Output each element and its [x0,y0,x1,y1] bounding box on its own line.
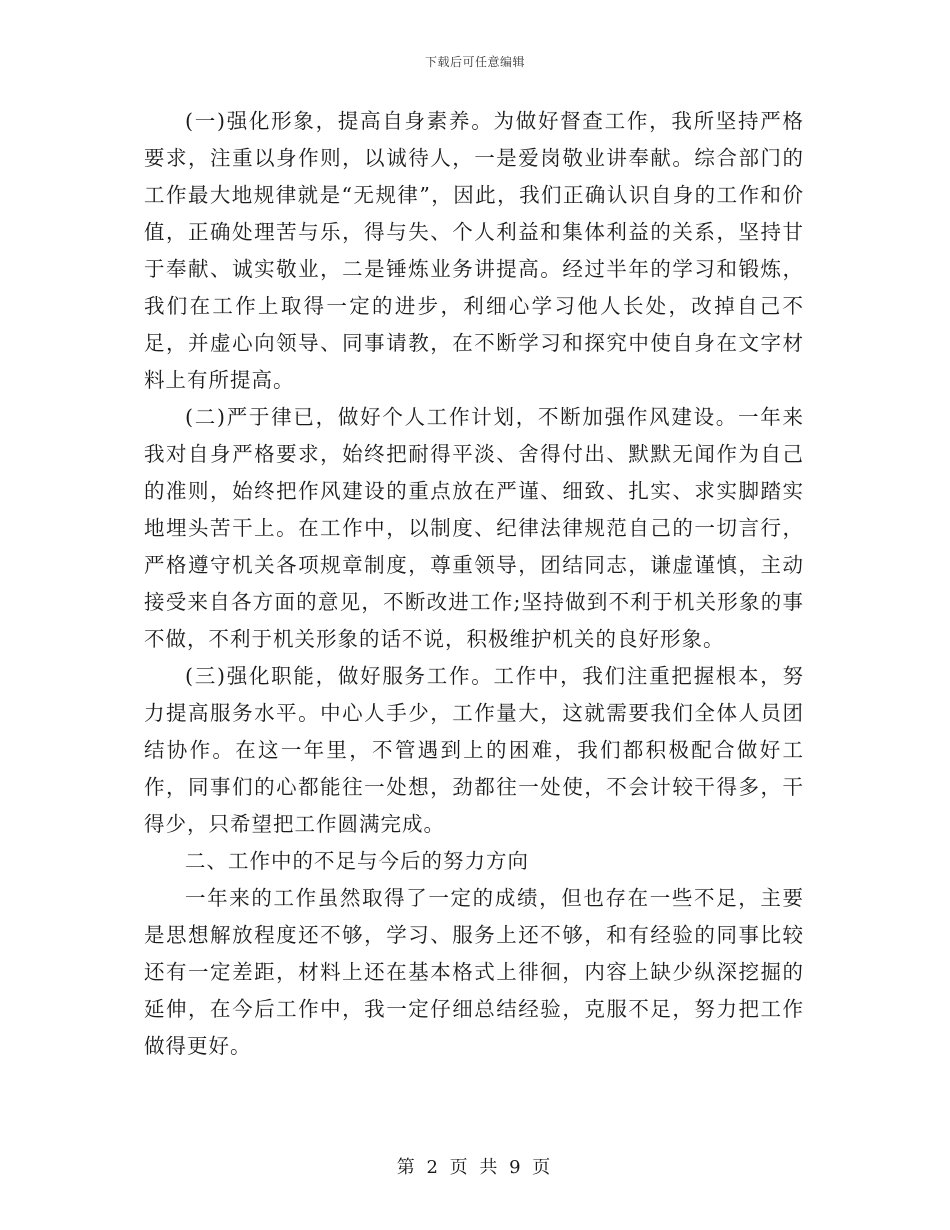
section-heading-shortcomings: 二、工作中的不足与今后的努力方向 [185,849,529,873]
paragraph-strengthen-image: (一)强化形象，提高自身素养。为做好督查工作，我所坚持严格要求，注重以身作则，以诚待人，一是爱岗敬业讲奉献。综合部门的工作最大地规律就是“无规律”，因此，我们正确认识自身的工作和价值，正确处理苦与乐，得与失、个人利益和集体利益的关系，坚持甘于奉献、诚实敬业，二是锤炼业务讲提高。经过半年的学习和锻炼，我们在工作上取得一定的进步，利细心学习他人长处，改掉自己不足，并虚心向领导、同事请教，在不断学习和探究中使自身在文字材料上有所提高。 [144,109,804,392]
page-number: 第 2 页 共 9 页 [396,1157,554,1178]
paragraph-strengthen-functions: (三)强化职能，做好服务工作。工作中，我们注重把握根本，努力提高服务水平。中心人手少，工作量大，这就需要我们全体人员团结协作。在这一年里，不管遇到上的困难，我们都积极配合做好工作，同事们的心都能往一处想，劲都往一处使，不会计较干得多，干得少，只希望把工作圆满完成。 [144,664,804,836]
document-body [144,103,804,1065]
paragraph-self-discipline: (二)严于律已，做好个人工作计划，不断加强作风建设。一年来我对自身严格要求，始终把耐得平淡、舍得付出、默默无闻作为自己的准则，始终把作风建设的重点放在严谨、细致、扎实、求实脚踏实地埋头苦干上。在工作中，以制度、纪律法律规范自己的一切言行，严格遵守机关各项规章制度，尊重领导，团结同志，谦虚谨慎，主动接受来自各方面的意见，不断改进工作;坚持做到不利于机关形象的事不做，不利于机关形象的话不说，积极维护机关的良好形象。 [144,405,804,651]
paragraph-shortcomings: 一年来的工作虽然取得了一定的成绩，但也存在一些不足，主要是思想解放程度还不够，学习、服务上还不够，和有经验的同事比较还有一定差距，材料上还在基本格式上徘徊，内容上缺少纵深挖掘的延伸，在今后工作中，我一定仔细总结经验，克服不足，努力把工作做得更好。 [144,886,804,1058]
header-note: 下载后可任意编辑 [424,55,525,69]
